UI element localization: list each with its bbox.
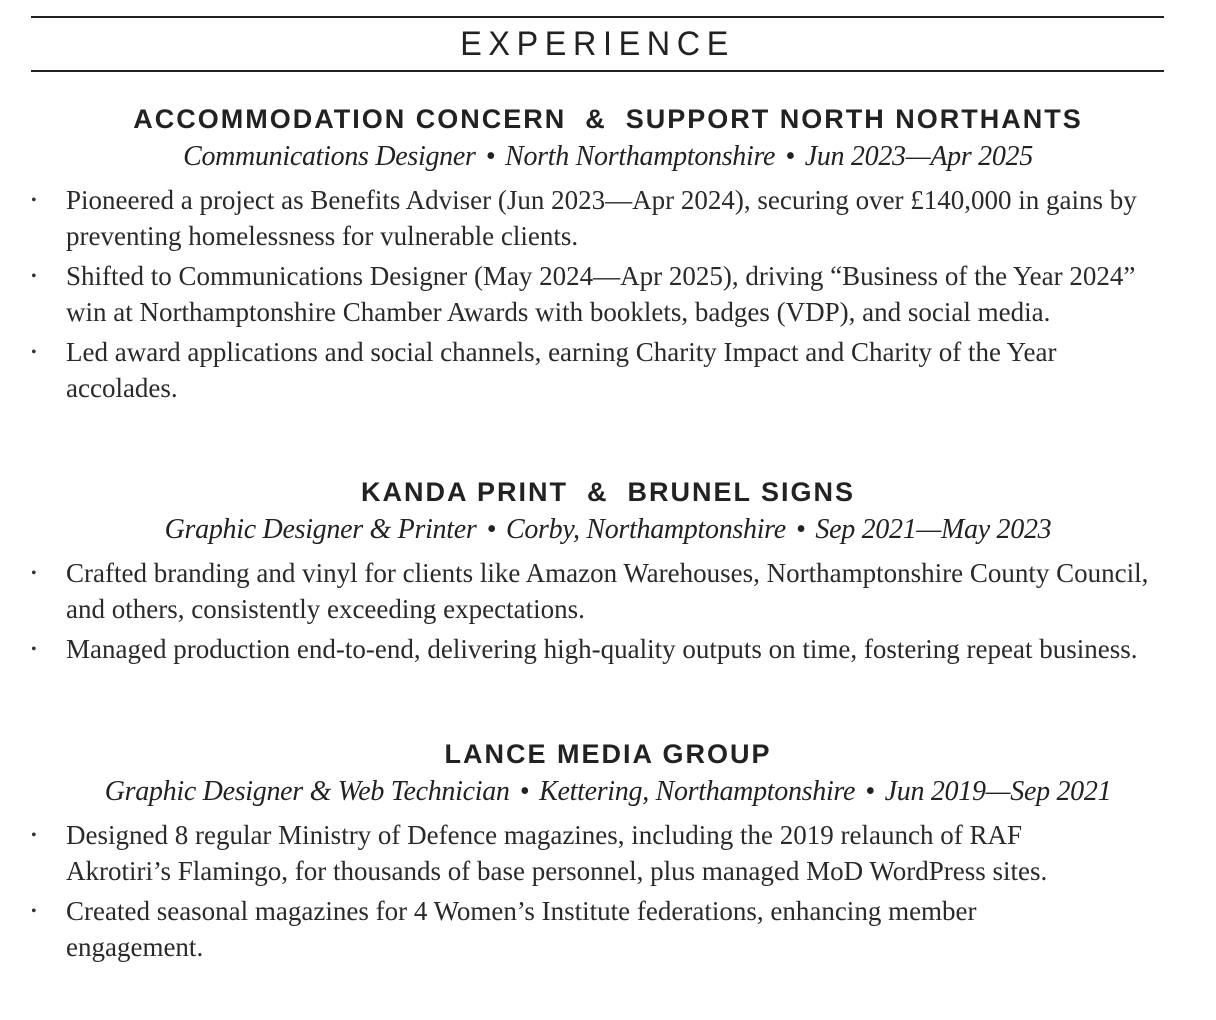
job-entry (0, 736, 1216, 970)
bullet-text: Crafted branding and vinyl for clients like Amazon Warehouses, Northamptonshire County Council, and others, consistently exceeding expectations. (66, 558, 1149, 624)
bullet-text: Created seasonal magazines for 4 Women’s Institute federations, enhancing member engagement. (66, 896, 977, 962)
separator-dot: • (785, 141, 795, 172)
separator-dot: • (519, 776, 530, 807)
job-meta (0, 510, 1216, 550)
job-meta (0, 772, 1216, 812)
bullet-item (0, 894, 1076, 965)
job-location: Kettering, Northamptonshire (539, 776, 856, 807)
bullet-text: Managed production end-to-end, delivering high-quality outputs on time, fostering repeat business. (66, 634, 1138, 664)
job-role: Graphic Designer & Printer (164, 514, 477, 545)
bullet-item (0, 335, 1156, 406)
bullet-item (0, 632, 1156, 668)
company-name: KANDA PRINT & BRUNEL SIGNS (360, 477, 856, 507)
job-entry (0, 474, 1216, 673)
separator-dot: • (795, 514, 806, 545)
job-role: Graphic Designer & Web Technician (104, 776, 510, 807)
job-dates: Jun 2019—Sep 2021 (884, 776, 1112, 807)
job-location: North Northamptonshire (505, 141, 776, 172)
bullet-icon: • (31, 268, 37, 285)
job-entry (0, 101, 1216, 411)
bullet-item (0, 259, 1156, 330)
job-dates: Sep 2021—May 2023 (815, 514, 1052, 545)
job-location: Corby, Northamptonshire (505, 514, 786, 545)
bullet-list (0, 556, 1216, 668)
bullet-icon: • (31, 565, 37, 582)
bullet-list (0, 183, 1216, 406)
bullet-icon: • (31, 192, 37, 209)
bullet-icon: • (31, 903, 37, 920)
job-dates: Jun 2023—Apr 2025 (804, 141, 1033, 172)
separator-dot: • (486, 514, 496, 545)
bullet-item (0, 818, 1096, 889)
bullet-text: Designed 8 regular Ministry of Defence magazines, including the 2019 relaunch of RAF Akrotiri’s Flamingo, for thousands of base personnel, plus managed MoD WordPress sites. (66, 820, 1048, 886)
separator-dot: • (865, 776, 875, 807)
section-header (31, 16, 1164, 72)
bullet-icon: • (31, 827, 37, 844)
section-title: EXPERIENCE (460, 24, 735, 63)
bullet-icon: • (31, 641, 37, 658)
bullet-text: Led award applications and social channels, earning Charity Impact and Charity of the Year accolades. (66, 337, 1057, 403)
bullet-list (0, 818, 1216, 965)
bullet-item (0, 183, 1156, 254)
separator-dot: • (485, 141, 496, 172)
bullet-icon: • (31, 344, 37, 361)
bullet-text: Shifted to Communications Designer (May 2024—Apr 2025), driving “Business of the Year 2024” win at Northamptonshire Chamber Awards with booklets, badges (VDP), and social media. (66, 261, 1136, 327)
bullet-item (0, 556, 1156, 627)
company-name: ACCOMMODATION CONCERN & SUPPORT NORTH NORTHANTS (133, 104, 1083, 134)
bullet-text: Pioneered a project as Benefits Adviser (Jun 2023—Apr 2024), securing over £140,000 in gains by preventing homelessness for vulnerable clients. (66, 185, 1137, 251)
company-name: LANCE MEDIA GROUP (444, 739, 772, 769)
job-role: Communications Designer (183, 141, 476, 172)
job-meta (0, 137, 1216, 177)
